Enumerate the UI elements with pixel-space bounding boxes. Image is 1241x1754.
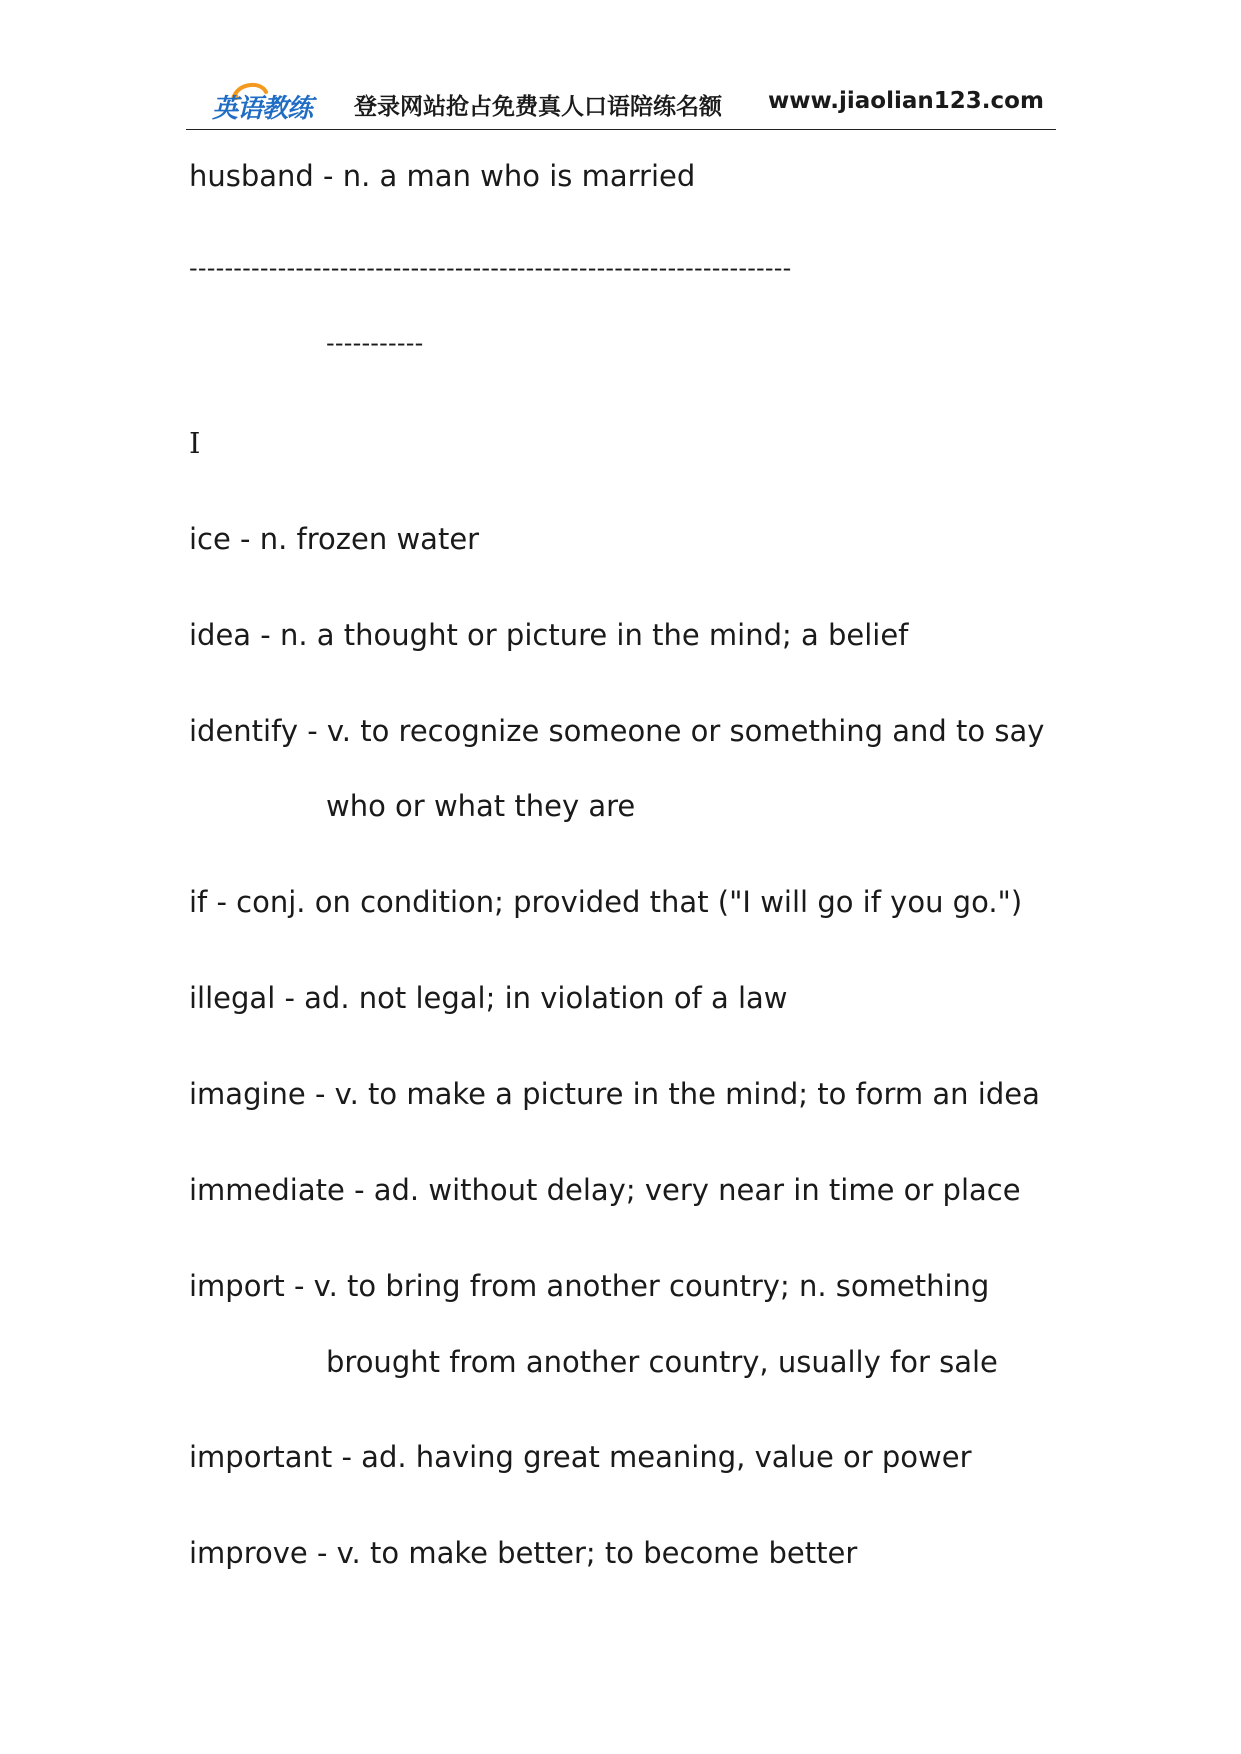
- section-letter-heading: I: [189, 426, 201, 460]
- entry-import: import - v. to bring from another country; n. something: [189, 1269, 990, 1303]
- logo: [212, 78, 342, 122]
- page-header: [186, 76, 1056, 130]
- entry-immediate: immediate - ad. without delay; very near in time or place: [189, 1173, 1021, 1207]
- separator-line-continued: -----------: [326, 329, 424, 357]
- entry-if: if - conj. on condition; provided that ("I will go if you go."): [189, 885, 1023, 919]
- header-url[interactable]: www.jiaolian123.com: [768, 88, 1044, 114]
- entry-important: important - ad. having great meaning, value or power: [189, 1440, 972, 1474]
- separator-line: --------------------------------------------------------------------: [189, 254, 792, 282]
- entry-import-continued: brought from another country, usually for sale: [326, 1345, 998, 1379]
- entry-ice: ice - n. frozen water: [189, 522, 480, 556]
- entry-husband: husband - n. a man who is married: [189, 159, 696, 193]
- entry-imagine: imagine - v. to make a picture in the mind; to form an idea: [189, 1077, 1040, 1111]
- header-promo-text: 登录网站抢占免费真人口语陪练名额: [354, 94, 722, 120]
- logo-text: 英语教练: [212, 94, 313, 124]
- entry-illegal: illegal - ad. not legal; in violation of a law: [189, 981, 788, 1015]
- entry-identify: identify - v. to recognize someone or something and to say: [189, 714, 1045, 748]
- entry-improve: improve - v. to make better; to become better: [189, 1536, 858, 1570]
- entry-idea: idea - n. a thought or picture in the mind; a belief: [189, 618, 909, 652]
- entry-identify-continued: who or what they are: [326, 789, 636, 823]
